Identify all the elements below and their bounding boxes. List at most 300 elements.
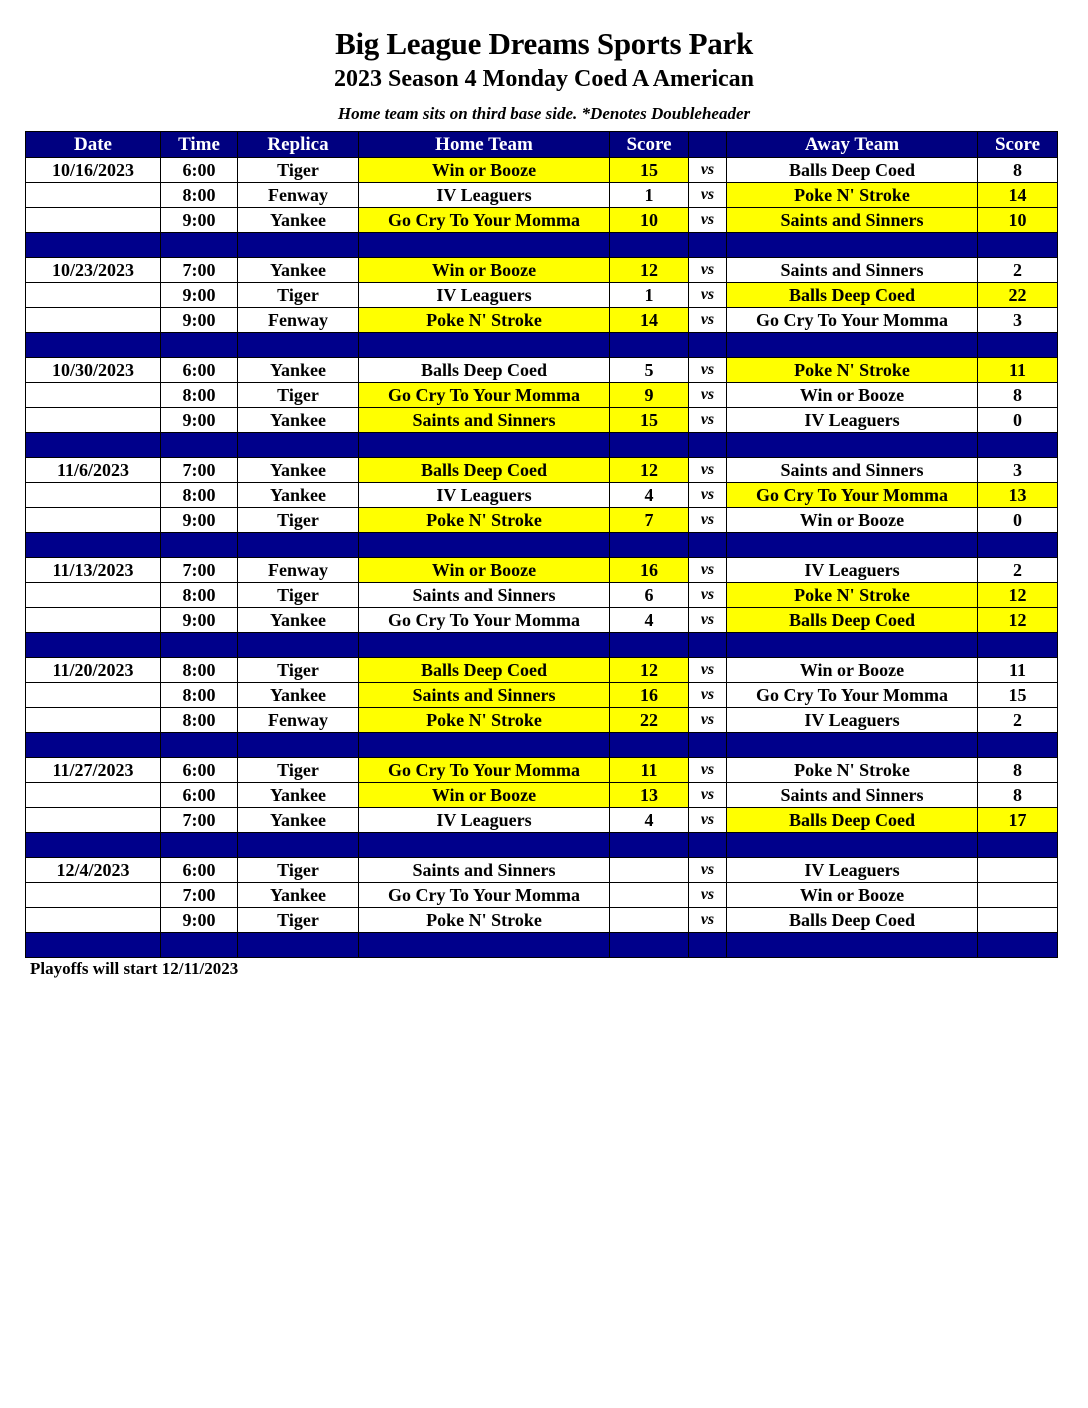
home-team: Win or Booze [359, 258, 610, 283]
separator-cell [978, 433, 1058, 458]
away-team: Poke N' Stroke [727, 358, 978, 383]
table-row [26, 883, 1058, 908]
table-row [26, 383, 1058, 408]
game-field: Tiger [238, 158, 359, 183]
separator-cell [238, 633, 359, 658]
away-team: Saints and Sinners [727, 258, 978, 283]
separator-cell [610, 233, 689, 258]
away-score: 17 [978, 808, 1058, 833]
separator-cell [161, 233, 238, 258]
game-time: 7:00 [161, 883, 238, 908]
away-score: 8 [978, 158, 1058, 183]
separator-cell [238, 333, 359, 358]
separator-cell [689, 333, 727, 358]
away-team: Poke N' Stroke [727, 758, 978, 783]
week-separator-row [26, 533, 1058, 558]
home-team: Win or Booze [359, 558, 610, 583]
away-score: 0 [978, 408, 1058, 433]
separator-cell [26, 633, 161, 658]
game-field: Fenway [238, 183, 359, 208]
home-score: 11 [610, 758, 689, 783]
game-time: 9:00 [161, 283, 238, 308]
vs-label: vs [689, 658, 727, 683]
vs-label: vs [689, 458, 727, 483]
vs-label: vs [689, 183, 727, 208]
separator-cell [978, 733, 1058, 758]
game-date: 11/20/2023 [26, 658, 161, 683]
table-row [26, 508, 1058, 533]
game-field: Yankee [238, 208, 359, 233]
game-field: Tiger [238, 858, 359, 883]
home-score: 13 [610, 783, 689, 808]
game-date [26, 708, 161, 733]
vs-label: vs [689, 558, 727, 583]
table-row [26, 183, 1058, 208]
away-score: 12 [978, 583, 1058, 608]
home-score [610, 883, 689, 908]
vs-label: vs [689, 708, 727, 733]
game-time: 9:00 [161, 608, 238, 633]
vs-label: vs [689, 883, 727, 908]
col-header-home-score: Score [610, 132, 689, 158]
game-date: 10/23/2023 [26, 258, 161, 283]
game-time: 6:00 [161, 858, 238, 883]
playoffs-note: Playoffs will start 12/11/2023 [30, 959, 239, 978]
separator-cell [161, 333, 238, 358]
home-score: 5 [610, 358, 689, 383]
game-field: Tiger [238, 583, 359, 608]
vs-label: vs [689, 408, 727, 433]
table-row [26, 483, 1058, 508]
home-team: Saints and Sinners [359, 408, 610, 433]
schedule-table [25, 131, 1058, 958]
separator-cell [610, 433, 689, 458]
game-date [26, 383, 161, 408]
away-score: 8 [978, 783, 1058, 808]
game-field: Fenway [238, 308, 359, 333]
vs-label: vs [689, 258, 727, 283]
home-team: Balls Deep Coed [359, 458, 610, 483]
separator-cell [161, 933, 238, 958]
home-score: 4 [610, 483, 689, 508]
away-team: IV Leaguers [727, 408, 978, 433]
away-score: 0 [978, 508, 1058, 533]
game-field: Yankee [238, 608, 359, 633]
vs-label: vs [689, 808, 727, 833]
game-field: Yankee [238, 408, 359, 433]
separator-cell [610, 933, 689, 958]
away-score: 22 [978, 283, 1058, 308]
home-team: IV Leaguers [359, 283, 610, 308]
separator-cell [689, 733, 727, 758]
col-header-time: Time [161, 132, 238, 158]
home-score: 6 [610, 583, 689, 608]
home-score: 10 [610, 208, 689, 233]
home-score: 12 [610, 658, 689, 683]
schedule-body [26, 158, 1058, 958]
separator-cell [610, 733, 689, 758]
table-row [26, 358, 1058, 383]
away-score: 10 [978, 208, 1058, 233]
home-team: Go Cry To Your Momma [359, 883, 610, 908]
away-score: 3 [978, 308, 1058, 333]
game-time: 9:00 [161, 308, 238, 333]
game-time: 7:00 [161, 258, 238, 283]
game-field: Tiger [238, 508, 359, 533]
table-row [26, 558, 1058, 583]
game-time: 8:00 [161, 683, 238, 708]
game-date: 11/13/2023 [26, 558, 161, 583]
vs-label: vs [689, 608, 727, 633]
home-team: Saints and Sinners [359, 583, 610, 608]
game-time: 7:00 [161, 808, 238, 833]
table-row [26, 158, 1058, 183]
away-score [978, 858, 1058, 883]
separator-cell [978, 333, 1058, 358]
vs-label: vs [689, 208, 727, 233]
separator-cell [238, 233, 359, 258]
away-team: Win or Booze [727, 658, 978, 683]
game-field: Yankee [238, 483, 359, 508]
home-team: Poke N' Stroke [359, 508, 610, 533]
separator-cell [727, 433, 978, 458]
vs-label: vs [689, 358, 727, 383]
home-score: 4 [610, 608, 689, 633]
vs-label: vs [689, 158, 727, 183]
away-team: Balls Deep Coed [727, 908, 978, 933]
away-team: Go Cry To Your Momma [727, 483, 978, 508]
game-field: Tiger [238, 383, 359, 408]
separator-cell [689, 533, 727, 558]
week-separator-row [26, 333, 1058, 358]
table-row [26, 258, 1058, 283]
game-date [26, 808, 161, 833]
game-field: Yankee [238, 783, 359, 808]
game-time: 9:00 [161, 208, 238, 233]
separator-cell [161, 633, 238, 658]
away-team: Saints and Sinners [727, 783, 978, 808]
game-date: 12/4/2023 [26, 858, 161, 883]
away-team: IV Leaguers [727, 708, 978, 733]
week-separator-row [26, 433, 1058, 458]
away-score: 15 [978, 683, 1058, 708]
separator-cell [689, 233, 727, 258]
game-time: 8:00 [161, 483, 238, 508]
vs-label: vs [689, 683, 727, 708]
away-score: 2 [978, 558, 1058, 583]
game-date [26, 783, 161, 808]
separator-cell [26, 533, 161, 558]
week-separator-row [26, 833, 1058, 858]
game-field: Yankee [238, 258, 359, 283]
separator-cell [727, 933, 978, 958]
home-team: Poke N' Stroke [359, 708, 610, 733]
separator-cell [161, 733, 238, 758]
away-team: Poke N' Stroke [727, 583, 978, 608]
home-team: Saints and Sinners [359, 683, 610, 708]
separator-cell [978, 233, 1058, 258]
separator-cell [610, 533, 689, 558]
separator-cell [26, 933, 161, 958]
home-team: Balls Deep Coed [359, 358, 610, 383]
game-field: Fenway [238, 708, 359, 733]
separator-cell [727, 833, 978, 858]
home-score: 16 [610, 558, 689, 583]
separator-cell [727, 233, 978, 258]
home-team: IV Leaguers [359, 483, 610, 508]
separator-cell [610, 833, 689, 858]
away-team: Go Cry To Your Momma [727, 308, 978, 333]
game-date [26, 608, 161, 633]
game-time: 8:00 [161, 583, 238, 608]
page-title: Big League Dreams Sports Park [335, 26, 753, 61]
away-team: Balls Deep Coed [727, 158, 978, 183]
away-team: Win or Booze [727, 883, 978, 908]
game-field: Fenway [238, 558, 359, 583]
game-field: Yankee [238, 808, 359, 833]
away-score: 3 [978, 458, 1058, 483]
game-time: 7:00 [161, 458, 238, 483]
home-team: IV Leaguers [359, 808, 610, 833]
vs-label: vs [689, 383, 727, 408]
separator-cell [359, 633, 610, 658]
vs-label: vs [689, 783, 727, 808]
separator-cell [727, 533, 978, 558]
table-row [26, 908, 1058, 933]
table-row [26, 683, 1058, 708]
home-score: 16 [610, 683, 689, 708]
separator-cell [26, 733, 161, 758]
away-team: Balls Deep Coed [727, 808, 978, 833]
away-score: 8 [978, 383, 1058, 408]
home-score: 1 [610, 283, 689, 308]
home-team: Go Cry To Your Momma [359, 758, 610, 783]
home-team: Balls Deep Coed [359, 658, 610, 683]
away-team: Saints and Sinners [727, 458, 978, 483]
separator-cell [161, 533, 238, 558]
separator-cell [610, 333, 689, 358]
home-team: IV Leaguers [359, 183, 610, 208]
home-score: 4 [610, 808, 689, 833]
away-score: 14 [978, 183, 1058, 208]
away-score [978, 908, 1058, 933]
game-time: 6:00 [161, 158, 238, 183]
home-score: 14 [610, 308, 689, 333]
vs-label: vs [689, 308, 727, 333]
away-score: 11 [978, 658, 1058, 683]
separator-cell [689, 833, 727, 858]
vs-label: vs [689, 583, 727, 608]
table-row [26, 708, 1058, 733]
separator-cell [238, 533, 359, 558]
game-date [26, 283, 161, 308]
home-team: Poke N' Stroke [359, 308, 610, 333]
game-time: 9:00 [161, 508, 238, 533]
vs-label: vs [689, 858, 727, 883]
away-team: Balls Deep Coed [727, 283, 978, 308]
game-time: 8:00 [161, 183, 238, 208]
game-date [26, 883, 161, 908]
game-date [26, 583, 161, 608]
game-field: Tiger [238, 908, 359, 933]
separator-cell [727, 333, 978, 358]
away-team: Go Cry To Your Momma [727, 683, 978, 708]
home-score: 15 [610, 408, 689, 433]
home-team: Win or Booze [359, 158, 610, 183]
separator-cell [26, 233, 161, 258]
game-date [26, 308, 161, 333]
table-row [26, 658, 1058, 683]
away-score [978, 883, 1058, 908]
game-date: 10/30/2023 [26, 358, 161, 383]
season-subtitle: 2023 Season 4 Monday Coed A American [333, 66, 755, 92]
table-row [26, 458, 1058, 483]
home-score: 7 [610, 508, 689, 533]
separator-cell [689, 433, 727, 458]
away-score: 2 [978, 708, 1058, 733]
home-score: 15 [610, 158, 689, 183]
game-date [26, 208, 161, 233]
game-date [26, 683, 161, 708]
table-row [26, 208, 1058, 233]
away-team: Win or Booze [727, 383, 978, 408]
table-row [26, 308, 1058, 333]
game-time: 6:00 [161, 783, 238, 808]
away-team: IV Leaguers [727, 858, 978, 883]
table-header-row [26, 132, 1058, 158]
separator-cell [689, 933, 727, 958]
away-team: Balls Deep Coed [727, 608, 978, 633]
week-separator-row [26, 633, 1058, 658]
separator-cell [727, 633, 978, 658]
separator-cell [359, 833, 610, 858]
separator-cell [978, 833, 1058, 858]
separator-cell [26, 833, 161, 858]
separator-cell [161, 433, 238, 458]
home-team: Go Cry To Your Momma [359, 383, 610, 408]
week-separator-row [26, 733, 1058, 758]
vs-label: vs [689, 908, 727, 933]
game-field: Yankee [238, 458, 359, 483]
home-score: 12 [610, 458, 689, 483]
game-field: Tiger [238, 758, 359, 783]
separator-cell [689, 633, 727, 658]
away-score: 13 [978, 483, 1058, 508]
game-date: 10/16/2023 [26, 158, 161, 183]
separator-cell [727, 733, 978, 758]
separator-cell [978, 533, 1058, 558]
schedule-note: Home team sits on third base side. *Denotes Doubleheader [337, 104, 751, 123]
separator-cell [238, 833, 359, 858]
col-header-away-score: Score [978, 132, 1058, 158]
table-row [26, 808, 1058, 833]
game-date [26, 483, 161, 508]
table-row [26, 858, 1058, 883]
game-time: 6:00 [161, 758, 238, 783]
vs-label: vs [689, 508, 727, 533]
away-score: 12 [978, 608, 1058, 633]
table-row [26, 608, 1058, 633]
game-field: Tiger [238, 658, 359, 683]
col-header-replica: Replica [238, 132, 359, 158]
home-score [610, 858, 689, 883]
separator-cell [238, 733, 359, 758]
game-date: 11/27/2023 [26, 758, 161, 783]
week-separator-row [26, 933, 1058, 958]
separator-cell [359, 233, 610, 258]
separator-cell [359, 533, 610, 558]
home-team: Saints and Sinners [359, 858, 610, 883]
home-score: 22 [610, 708, 689, 733]
home-score: 9 [610, 383, 689, 408]
home-team: Go Cry To Your Momma [359, 608, 610, 633]
game-field: Tiger [238, 283, 359, 308]
col-header-home-team: Home Team [359, 132, 610, 158]
col-header-date: Date [26, 132, 161, 158]
separator-cell [238, 433, 359, 458]
vs-label: vs [689, 758, 727, 783]
game-date: 11/6/2023 [26, 458, 161, 483]
separator-cell [359, 433, 610, 458]
separator-cell [978, 933, 1058, 958]
game-time: 9:00 [161, 408, 238, 433]
away-score: 11 [978, 358, 1058, 383]
away-team: Poke N' Stroke [727, 183, 978, 208]
col-header-away-team: Away Team [727, 132, 978, 158]
home-team: Go Cry To Your Momma [359, 208, 610, 233]
table-row [26, 408, 1058, 433]
table-row [26, 783, 1058, 808]
home-score: 12 [610, 258, 689, 283]
game-time: 6:00 [161, 358, 238, 383]
week-separator-row [26, 233, 1058, 258]
col-header-vs [689, 132, 727, 158]
away-team: IV Leaguers [727, 558, 978, 583]
game-field: Yankee [238, 683, 359, 708]
home-score [610, 908, 689, 933]
game-time: 8:00 [161, 383, 238, 408]
away-team: Win or Booze [727, 508, 978, 533]
game-time: 8:00 [161, 658, 238, 683]
separator-cell [161, 833, 238, 858]
game-field: Yankee [238, 358, 359, 383]
home-score: 1 [610, 183, 689, 208]
separator-cell [359, 333, 610, 358]
away-team: Saints and Sinners [727, 208, 978, 233]
separator-cell [26, 333, 161, 358]
table-row [26, 583, 1058, 608]
game-time: 8:00 [161, 708, 238, 733]
separator-cell [359, 733, 610, 758]
separator-cell [978, 633, 1058, 658]
game-date [26, 908, 161, 933]
away-score: 2 [978, 258, 1058, 283]
separator-cell [26, 433, 161, 458]
away-score: 8 [978, 758, 1058, 783]
table-row [26, 758, 1058, 783]
game-field: Yankee [238, 883, 359, 908]
table-row [26, 283, 1058, 308]
separator-cell [359, 933, 610, 958]
game-date [26, 508, 161, 533]
home-team: Poke N' Stroke [359, 908, 610, 933]
separator-cell [238, 933, 359, 958]
separator-cell [610, 633, 689, 658]
vs-label: vs [689, 483, 727, 508]
home-team: Win or Booze [359, 783, 610, 808]
game-date [26, 183, 161, 208]
game-time: 7:00 [161, 558, 238, 583]
